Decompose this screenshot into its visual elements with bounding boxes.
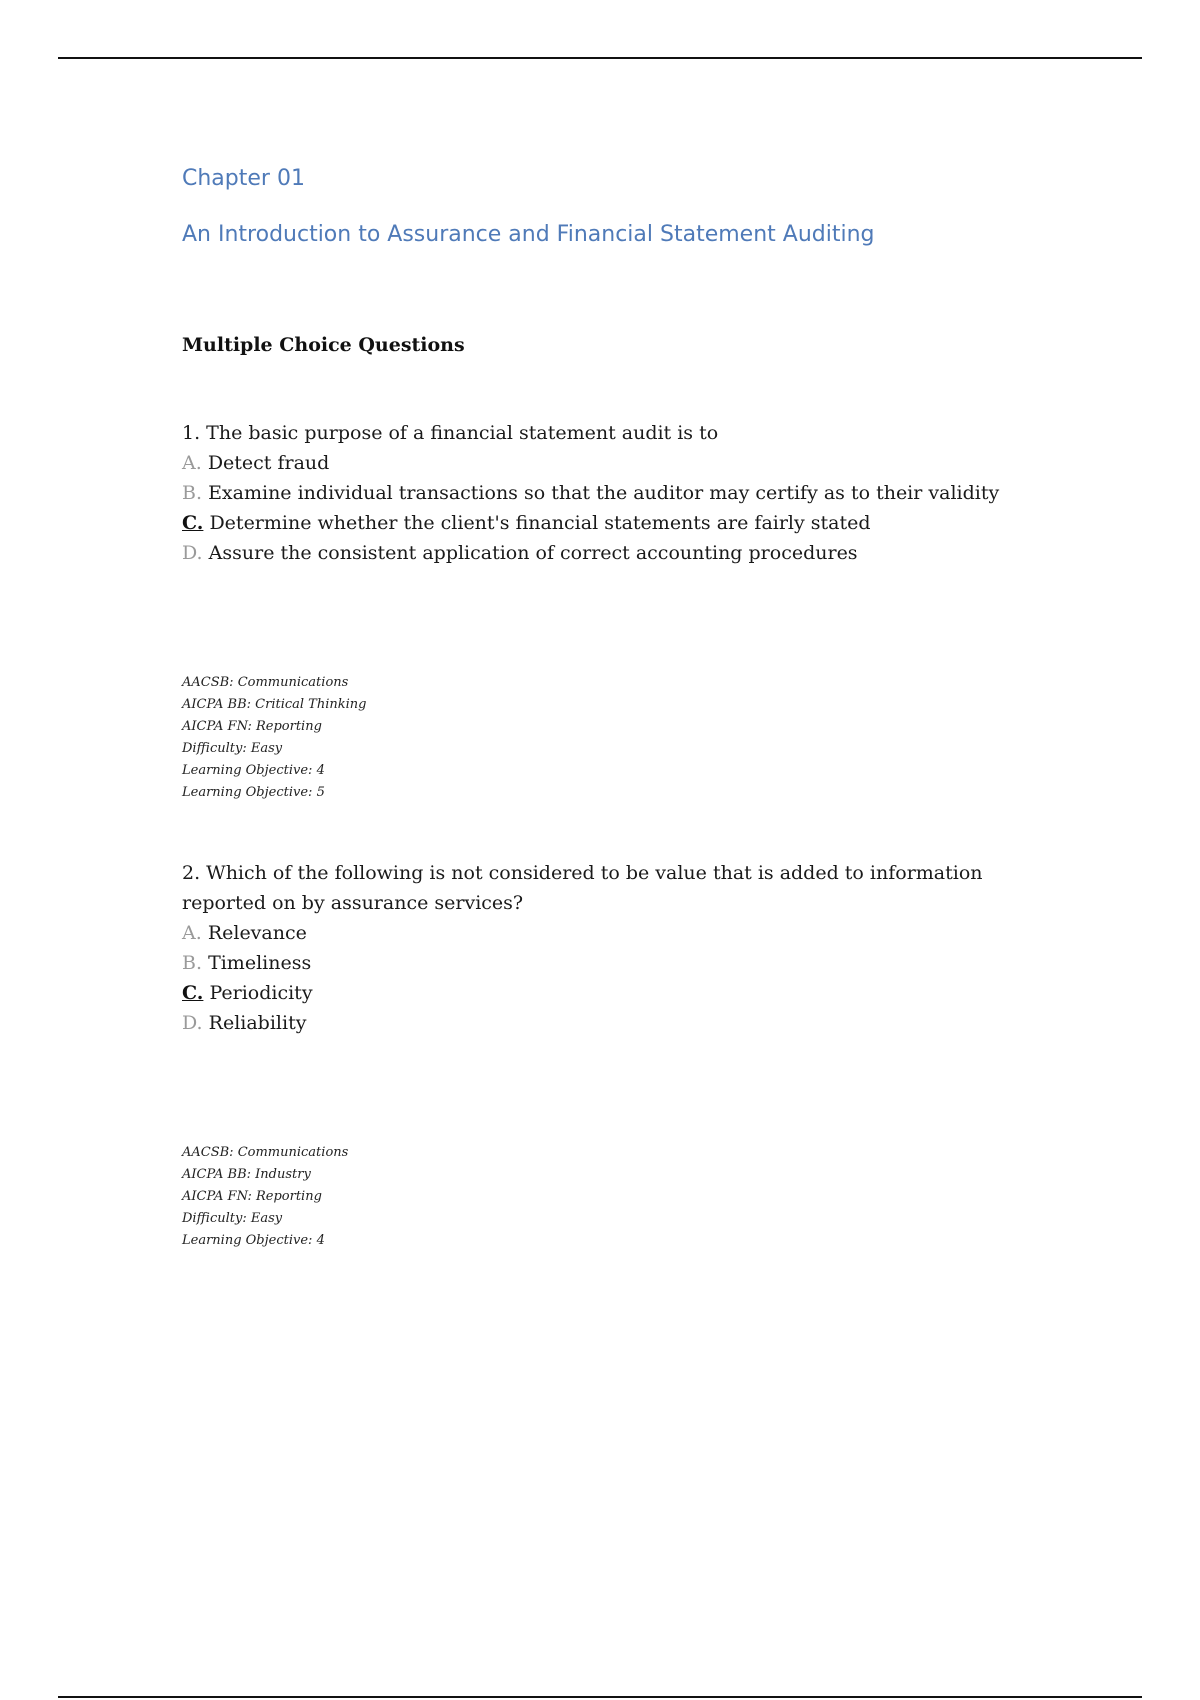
- tag-difficulty: Difficulty: Easy: [182, 1211, 283, 1226]
- tag-aicpa-bb: AICPA BB: Industry: [182, 1167, 311, 1182]
- answer-option-c-correct: [182, 978, 1062, 1008]
- option-text: Periodicity: [209, 982, 313, 1004]
- option-text: Reliability: [208, 1012, 307, 1034]
- answer-option-c-correct: [182, 508, 1062, 538]
- tag-learning-objective: Learning Objective: 4: [182, 763, 325, 778]
- option-text: Determine whether the client's financial statements are fairly stated: [209, 512, 871, 534]
- header-rule: [58, 57, 1142, 59]
- question-2-tags: [182, 1142, 348, 1252]
- chapter-title: An Introduction to Assurance and Financial Statement Auditing: [182, 222, 875, 247]
- option-text: Examine individual transactions so that the auditor may certify as to their validity: [208, 482, 1000, 504]
- footer-rule: [58, 1696, 1142, 1698]
- tag-aacsb: AACSB: Communications: [182, 675, 349, 690]
- option-text: Assure the consistent application of correct accounting procedures: [208, 542, 858, 564]
- correct-option-letter: C.: [182, 982, 204, 1004]
- option-text: Timeliness: [208, 952, 312, 974]
- tag-aacsb: AACSB: Communications: [182, 1145, 349, 1160]
- tag-learning-objective: Learning Objective: 4: [182, 1233, 325, 1248]
- tag-difficulty: Difficulty: Easy: [182, 741, 283, 756]
- correct-option-letter: C.: [182, 512, 204, 534]
- option-letter: D.: [182, 1012, 203, 1034]
- option-letter: D.: [182, 542, 203, 564]
- tag-aicpa-fn: AICPA FN: Reporting: [182, 1189, 322, 1204]
- answer-option-a: [182, 918, 1062, 948]
- tag-learning-objective: Learning Objective: 5: [182, 785, 325, 800]
- question-stem: 1. The basic purpose of a financial statement audit is to: [182, 422, 719, 444]
- chapter-label: Chapter 01: [182, 166, 305, 191]
- option-text: Detect fraud: [207, 452, 330, 474]
- tag-aicpa-bb: AICPA BB: Critical Thinking: [182, 697, 367, 712]
- answer-option-d: [182, 1008, 1062, 1038]
- question-1: [182, 418, 1062, 568]
- answer-options: [182, 448, 1062, 568]
- option-letter: B.: [182, 952, 203, 974]
- question-stem: 2. Which of the following is not considered to be value that is added to information reported on by assurance services?: [182, 862, 983, 914]
- question-1-tags: [182, 672, 367, 804]
- option-letter: A.: [182, 922, 202, 944]
- option-letter: B.: [182, 482, 203, 504]
- answer-options: [182, 918, 1062, 1038]
- section-heading: Multiple Choice Questions: [182, 334, 465, 356]
- option-text: Relevance: [207, 922, 307, 944]
- answer-option-d: [182, 538, 1062, 568]
- question-2: [182, 858, 1062, 1038]
- answer-option-b: [182, 948, 1062, 978]
- option-letter: A.: [182, 452, 202, 474]
- tag-aicpa-fn: AICPA FN: Reporting: [182, 719, 322, 734]
- answer-option-b: [182, 478, 1062, 508]
- answer-option-a: [182, 448, 1062, 478]
